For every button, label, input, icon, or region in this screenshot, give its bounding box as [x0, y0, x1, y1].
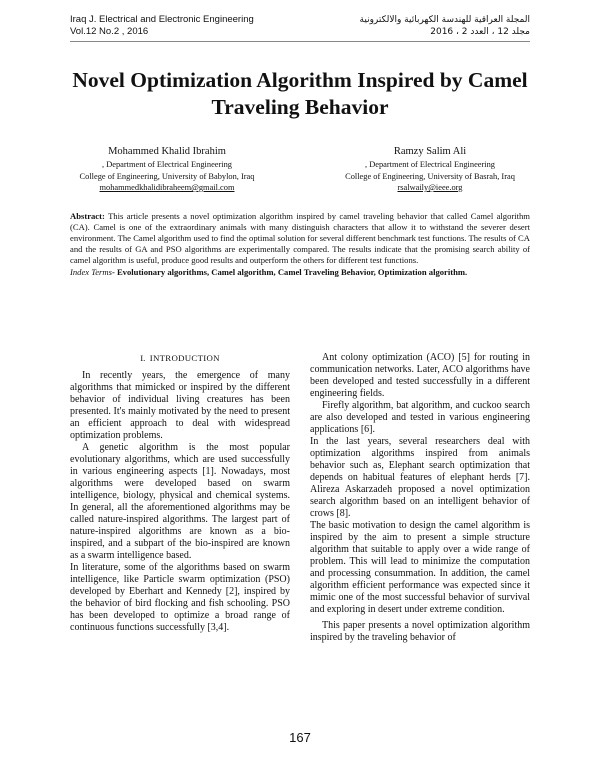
section-number: I. — [140, 353, 146, 363]
journal-name-arabic: المجلة العراقية للهندسة الكهربائية والالكترونية — [359, 15, 530, 25]
paragraph: In the last years, several researchers deal with optimization algorithms inspired from animals behavior such as, Elephant search optimization that depends on habitual features of elephant herds [7]. Alireza Askarzadeh proposed a novel optimization search algorithm based on an intelligent behavior of crows [8]. — [310, 436, 530, 519]
page-number: 167 — [289, 730, 311, 745]
section-heading — [70, 352, 290, 364]
paragraph: Firefly algorithm, bat algorithm, and cuckoo search are also developed and tested in various engineering applications [6]. — [310, 400, 530, 435]
journal-name: Iraq J. Electrical and Electronic Engineering — [70, 14, 254, 25]
author-name: Ramzy Salim Ali — [393, 146, 467, 157]
author-department: , Department of Electrical Engineering — [102, 160, 232, 169]
journal-volume-arabic: مجلد 12 ، العدد 2 ، 2016 — [430, 27, 530, 37]
header-divider — [70, 41, 530, 42]
index-terms-label: Index Terms — [70, 267, 112, 277]
index-terms — [70, 267, 530, 278]
paragraph: In literature, some of the algorithms based on swarm intelligence, like Particle swarm optimization (PSO) developed by Eberhart and Kennedy [2], inspired by the behavior of bird flocking and fish schooling. PSO has been developed to optimize a broad range of continuous functions successfully [3,4]. — [70, 562, 290, 633]
journal-header-english — [70, 14, 254, 38]
author-affiliation: College of Engineering, University of Babylon, Iraq — [79, 171, 255, 181]
right-column — [310, 352, 530, 644]
author-affiliation: College of Engineering, University of Basrah, Iraq — [345, 171, 515, 181]
index-terms-text: - Evolutionary algorithms, Camel algorithm, Camel Traveling Behavior, Optimization algorithm. — [111, 267, 468, 277]
title-line-1: Novel Optimization Algorithm Inspired by Camel — [72, 68, 528, 92]
author-email-link[interactable]: mohammedkhalidibraheem@gmail.com — [99, 183, 235, 192]
author-name: Mohammed Khalid Ibrahim — [108, 146, 226, 157]
title-line-2: Traveling Behavior — [211, 95, 389, 119]
journal-header-arabic — [360, 14, 530, 38]
author-department: , Department of Electrical Engineering — [365, 160, 495, 169]
left-column — [70, 352, 290, 634]
author-block-1 — [62, 145, 272, 194]
abstract-label: Abstract: — [70, 211, 105, 221]
paragraph: Ant colony optimization (ACO) [5] for routing in communication networks. Later, ACO algorithms have been developed and tested successfully in a different engineering fields. — [310, 352, 530, 399]
paper-title — [40, 67, 560, 121]
journal-volume: Vol.12 No.2 , 2016 — [70, 26, 149, 37]
section-title: INTRODUCTION — [149, 353, 220, 363]
abstract — [70, 211, 530, 266]
paragraph: In recently years, the emergence of many algorithms that mimicked or inspired by the different behavior of individual living creatures has been presented. It's mainly motivated by the need to present an efficient approach to deal with widespread optimization problems. — [70, 370, 290, 441]
paragraph: This paper presents a novel optimization algorithm inspired by the traveling behavior of — [310, 620, 530, 643]
paragraph: A genetic algorithm is the most popular evolutionary algorithms, which are used successfully in various engineering aspects [1]. Nowadays, most algorithms were developed based on swarm intelligence, biology, physical and chemical systems. In general, all the aforementioned algorithms may be called nature-inspired algorithms. The largest part of nature-inspired algorithms are known as a bio-inspired, and a subpart of the bio-inspired are known as a swarm intelligence based. — [70, 442, 290, 561]
author-email-link[interactable]: rsalwaily@ieee.org — [397, 183, 463, 192]
paragraph: The basic motivation to design the camel algorithm is inspired by the aim to present a simple structure algorithm that suitable to apply over a wide range of problem. This will lead to minimize the computation and processing consummation. In addition, the camel algorithm efficient performance was expected since it mimic one of the most successful behavior of survival and exploring in desert under extreme condition. — [310, 520, 530, 615]
abstract-text: This article presents a novel optimization algorithm inspired by camel traveling behavior that called Camel algorithm (CA). Camel is one of the extraordinary animals with many distinguish characters that allow it to withstand the severer desert environment. The Camel algorithm used to find the optimal solution for several different benchmark test functions. The results of CA and the results of GA and PSO algorithms are experimentally compared. The results indicate that the promising search ability of camel algorithm is useful, produce good results and outperform the others for different test functions. — [70, 211, 530, 265]
author-block-2 — [325, 145, 535, 194]
